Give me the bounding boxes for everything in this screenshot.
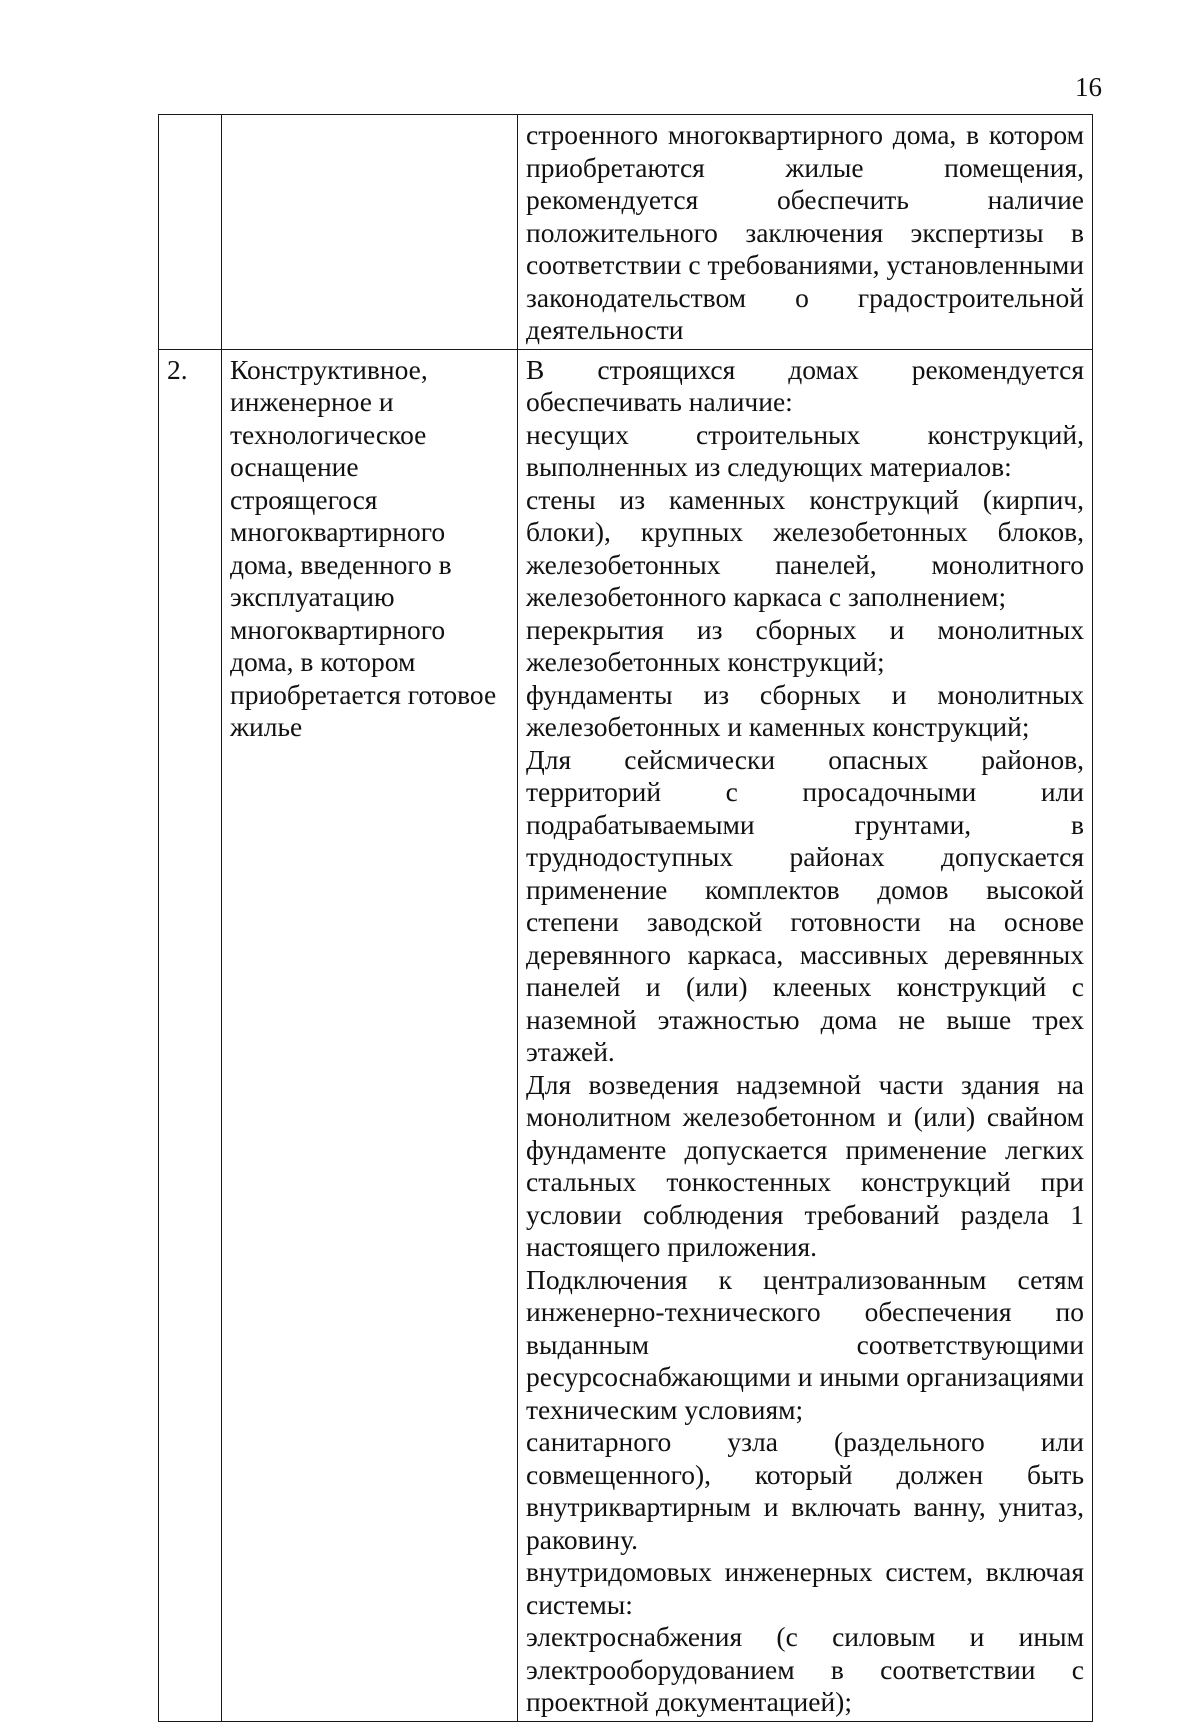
row-name <box>222 115 518 350</box>
requirement-paragraph: строенного многоквартирного дома, в котором приобретаются жилые помещения, рекомендуется обеспечить наличие положительного заключения экспертизы в соответствии с требованиями, установленными законодательством о градостроительной деятельности <box>526 119 1084 345</box>
requirement-paragraph: В строящихся домах рекомендуется обеспечивать наличие: <box>526 353 1084 417</box>
row-number <box>159 115 222 350</box>
row-name-text: Конструктивное, инженерное и технологическое оснащение строящегося многоквартирного дома, введенного в эксплуатацию многоквартирного дома, в котором приобретается готовое жилье <box>230 353 497 742</box>
requirement-paragraph: электроснабжения (с силовым и иным электрооборудованием в соответствии с проектной документацией); <box>526 1621 1084 1717</box>
requirement-paragraph: Для сейсмически опасных районов, территорий с просадочными или подрабатываемыми грунтами, в труднодоступных районах допускается применение комплектов домов высокой степени заводской готовности на основе деревянного каркаса, массивных деревянных панелей и (или) клееных конструкций с наземной этажностью дома не выше трех этажей. <box>526 743 1084 1067</box>
requirement-paragraph: перекрытия из сборных и монолитных железобетонных конструкций; <box>526 613 1084 677</box>
requirement-paragraph: Подключения к централизованным сетям инженерно-технического обеспечения по выданным соответствующими ресурсоснабжающими и иными организациями техническим условиям; <box>526 1263 1084 1425</box>
table-row <box>159 115 1093 350</box>
row-number: 2. <box>159 349 222 1721</box>
row-requirements <box>518 115 1093 350</box>
row-requirements <box>518 349 1093 1721</box>
requirement-paragraph: Для возведения надземной части здания на монолитном железобетонном и (или) свайном фундаменте допускается применение легких стальных тонкостенных конструкций при условии соблюдения требований раздела 1 настоящего приложения. <box>526 1068 1084 1262</box>
requirements-table <box>158 114 1093 1722</box>
requirement-paragraph: стены из каменных конструкций (кирпич, блоки), крупных железобетонных блоков, железобетонных панелей, монолитного железобетонного каркаса с заполнением; <box>526 483 1084 612</box>
table-row <box>159 349 1093 1721</box>
page-number: 16 <box>1075 72 1102 102</box>
requirement-paragraph: внутридомовых инженерных систем, включая системы: <box>526 1556 1084 1620</box>
requirement-paragraph: фундаменты из сборных и монолитных железобетонных и каменных конструкций; <box>526 678 1084 742</box>
row-name <box>222 349 518 1721</box>
requirement-paragraph: несущих строительных конструкций, выполненных из следующих материалов: <box>526 418 1084 482</box>
requirement-paragraph: санитарного узла (раздельного или совмещенного), который должен быть внутриквартирным и включать ванну, унитаз, раковину. <box>526 1426 1084 1555</box>
